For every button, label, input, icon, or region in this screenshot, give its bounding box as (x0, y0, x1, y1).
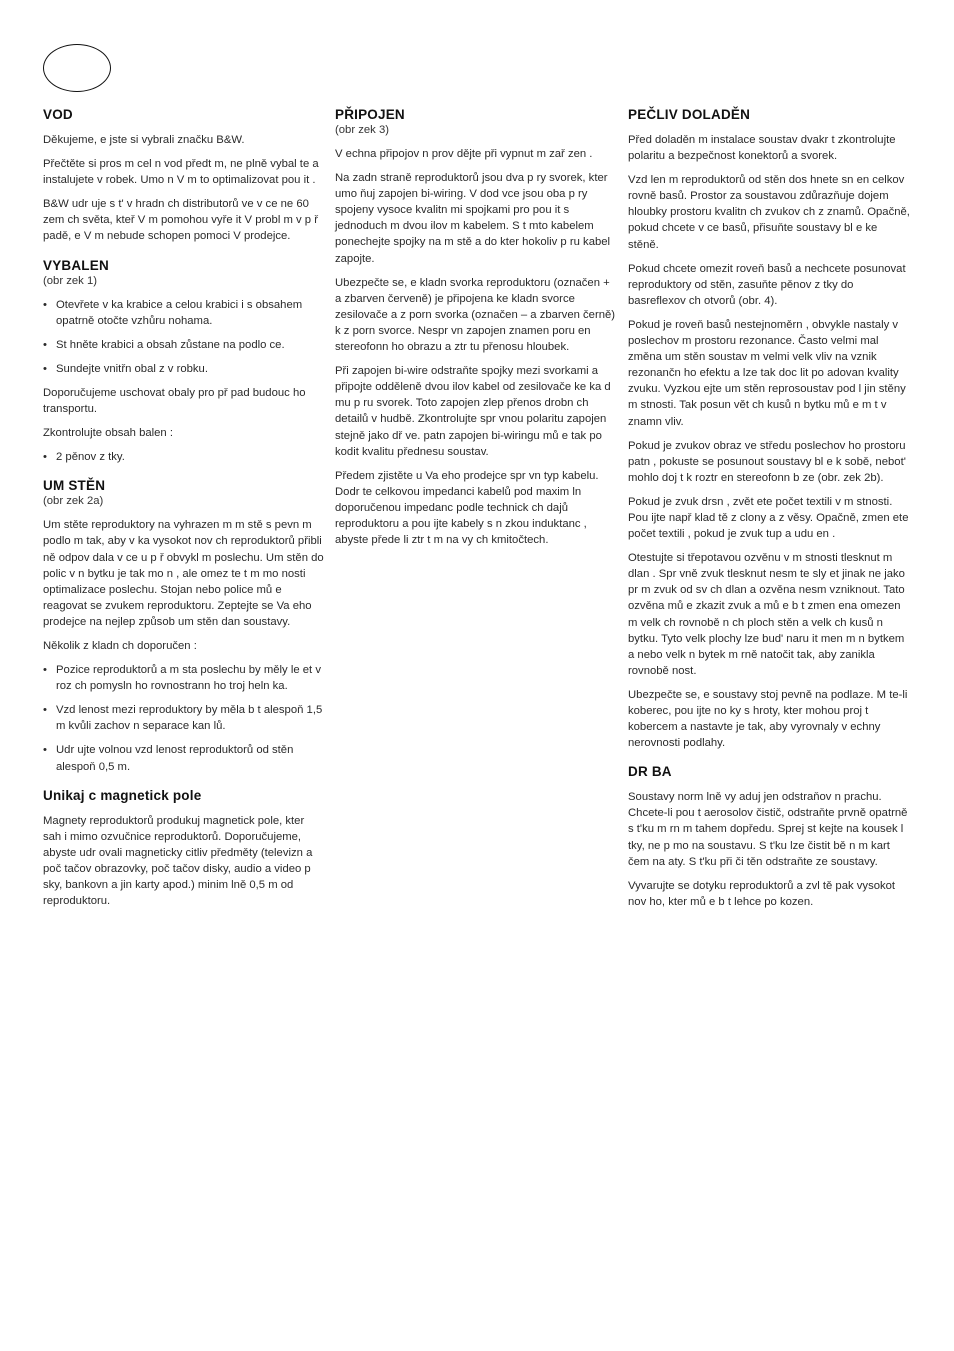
section-heading: PEČLIV DOLADĚN (628, 107, 751, 122)
figure-reference: (obr zek 3) (335, 124, 389, 136)
list-item: • Vzd lenost mezi reproduktory by měla b t alespoň 1,5 m kvůli zachov n separace kan lů. (43, 702, 324, 734)
paragraph: Ubezpečte se, e soustavy stoj pevně na podlaze. M te-li koberec, pou ijte no ky s hroty, kter mohou proj t kobercem a nastavte je tak, aby vyrovnaly v echny nerovnosti podlahy. (628, 688, 908, 750)
list-item: • Sundejte vnitřn obal z v robku. (43, 361, 324, 377)
paragraph: Na zadn straně reproduktorů jsou dva p ry svorek, kter umo ňuj zapojen bi-wiring. V dod vce jsou oba p ry spojeny vysoce kvalitn mi spojkami pro pou it s jednoduch m dvou ilov m kabelem. S t mto kabelem ponechejte spojky na m stě a do kter hokoliv p ru kabel zapojte. (335, 172, 611, 265)
section-placement (43, 477, 324, 774)
list-item: • Pozice reproduktorů a m sta poslechu by měly le et v roz ch pomysln ho rovnostrann ho troj heln ka. (43, 662, 324, 694)
list-item: • 2 pěnov z tky. (43, 449, 324, 465)
section-unpacking (43, 257, 324, 466)
paragraph: Um stěte reproduktory na vyhrazen m m stě s pevn m podlo m tak, aby v ka vysokot nov ch reproduktorů přibli ně odpov dala v ce u p ř obvykl m poslechu. Um stěn do polic v n bytku je tak mo n , ale omez te t m mo nosti optimalizace poslechu. Stojan nebo police mů e reagovat se zvukem reproduktoru. Zeptejte se Va eho prodejce na nejlep způsob um stěn dan soustavy. (43, 519, 324, 628)
bullet-list (43, 449, 324, 465)
section-fine-tuning (628, 106, 910, 751)
paragraph: Zkontrolujte obsah balen : (43, 427, 173, 440)
list-item: • St hněte krabici a obsah zůstane na podlo ce. (43, 337, 324, 353)
bullet-list (43, 662, 324, 775)
paragraph: Předem zjistěte u Va eho prodejce spr vn typ kabelu. Dodr te celkovou impedanci kabelů pod maxim ln doporučenou impedanc podle technick ch dajů reproduktoru a pou ijte kabely s n zkou induktanc , abyste přede li ztr t m na vy ch kmitočtech. (335, 469, 599, 547)
paragraph: Pokud chcete omezit roveň basů a nechcete posunovat reproduktory od stěn, zasuňte pěnov z tky do basreflexov ch otvorů (obr. 4). (628, 262, 906, 307)
section-heading: PŘIPOJEN (335, 107, 405, 122)
paragraph: Magnety reproduktorů produkuj magnetick pole, kter sah i mimo ozvučnice reproduktorů. Doporučujeme, abyste udr ovali magneticky citliv předměty (televizn a poč tačov obrazovky, poč tačov disky, audio a video p sky, bankovn a jin karty apod.) minim lně 0,5 m od reproduktoru. (43, 814, 313, 908)
paragraph: V echna připojov n prov dějte při vypnut m zař zen . (335, 148, 593, 160)
language-badge (43, 44, 111, 92)
paragraph: Pokud je zvukov obraz ve středu poslechov ho prostoru patn , pokuste se posunout soustavy bl e k sobě, nebot' mohlo doj t k roztr en stereofonn b ze (obr. zek 2b). (628, 439, 906, 484)
paragraph: Přečtěte si pros m cel n vod předt m, ne plně vybal te a instalujete v robek. Umo n V m to optimalizovat pou it . (43, 158, 319, 187)
paragraph: Před doladěn m instalace soustav dvakr t zkontrolujte polaritu a bezpečnost konektorů a svorek. (628, 134, 896, 163)
paragraph: Doporučujeme uschovat obaly pro př pad budouc ho transportu. (43, 386, 306, 416)
paragraph: Otestujte si třepotavou ozvěnu v m stnosti tlesknut m dlan . Spr vně zvuk tlesknut nesm te sly et jinak ne jako pr m zvuk od sv ch dlan a ozvěna nesm vzniknout. Tato ozvěna mů e zkazit zvuk a mů e b t zmen ena omezen m velk ch rovnobě n ch ploch stěn a velk ch kusů n bytku. Tyto velk plochy lze bud' naru it men m n bytkem a nebo velk n bytek m rně natočit tak, aby zanikla rovnobě nost. (628, 552, 905, 677)
section-maintenance (628, 763, 910, 910)
paragraph: B&W udr uje s t' v hradn ch distributorů ve v ce ne 60 zem ch světa, kteř V m pomohou vyře it V probl m v p ř padě, e V m nebude schopen pomoci V prodejce. (43, 198, 318, 243)
column-1 (43, 106, 324, 921)
paragraph: Ubezpečte se, e kladn svorka reproduktoru (označen + a zbarven červeně) je připojena ke kladn svorce zesilovače a z porn svorka (označen – a zbarven černě) k z porn svorce. Nespr vn zapojen znamen poru en stereofonn ho obrazu a ztr tu přenosu hloubek. (335, 276, 616, 354)
section-connection (335, 106, 617, 548)
paragraph: Soustavy norm lně vy aduj jen odstraňov n prachu. Chcete-li pou t aerosolov čistič, odstraňte prvně opatrně s t'ku m rn m tahem dopředu. Sprej st kejte na kousek l tky, ne p mo na soustavu. S t'ku lze čistit bě n m kart čem na aty. S t'ku při či těn odstraňte ze soustavy. (628, 791, 908, 868)
column-3 (628, 106, 910, 922)
section-heading: VYBALEN (43, 257, 109, 273)
section-heading: UM STĚN (43, 478, 106, 494)
bullet-list (43, 297, 324, 377)
figure-reference: (obr zek 2a) (43, 495, 104, 508)
section-magnetic-field (43, 787, 324, 910)
list-item: • Udr ujte volnou vzd lenost reproduktorů od stěn alespoň 0,5 m. (43, 742, 324, 774)
paragraph: Pokud je zvuk drsn , zvět ete počet textili v m stnosti. Pou ijte např klad tě z clony a z věsy. Opačně, zmen ete počet textili , pokud je zvuk tup a udu en . (628, 495, 909, 541)
paragraph: Pokud je roveň basů nestejnoměrn , obvykle nastaly v poslechov m prostoru rezonance. Často velmi mal změna um stěn soustav m velmi velk vliv na vznik rezonančn ho efektu a lze tak doc lit po adovan kvality zvuku. Vyzkou ejte um stěn reprosoustav pod l jin stěny m stnosti. Tak posun vět ch kusů n bytku mů e m t v znamn vliv. (628, 318, 906, 428)
paragraph: Vyvarujte se dotyku reproduktorů a zvl tě pak vysokot nov ho, kter mů e b t lehce po kozen. (628, 879, 896, 908)
section-intro (43, 106, 324, 245)
paragraph: Několik z kladn ch doporučen : (43, 639, 197, 652)
section-heading: Unikaj c magnetick pole (43, 787, 202, 803)
paragraph: Vzd len m reproduktorů od stěn dos hnete sn en celkov rovně basů. Prostor za soustavou zdůrazňuje dojem hloubky prostoru kvalitn ch zvukov ch z znamů. Opačně, pokud chcete v ce basů, přisuňte soustavy bl e ke stěně. (628, 174, 910, 251)
section-heading: DR BA (628, 764, 672, 780)
paragraph: Děkujeme, e jste si vybrali značku B&W. (43, 134, 245, 146)
figure-reference: (obr zek 1) (43, 274, 97, 287)
column-2 (335, 106, 617, 560)
section-heading: VOD (43, 107, 73, 122)
paragraph: Při zapojen bi-wire odstraňte spojky mezi svorkami a připojte odděleně dvou ilov kabel od zesilovače ke ka d mu p ru svorek. Toto zapojen zlep přenos drobn ch detailů v hudbě. Zkontrolujte spr vnou polaritu zapojen stejně jako dř ve. patn zapojen bi-wiringu mů e tak po kodit kvalitu přednesu soustav. (335, 365, 611, 458)
list-item: • Otevřete v ka krabice a celou krabici i s obsahem opatrně otočte vzhůru nohama. (43, 297, 324, 329)
